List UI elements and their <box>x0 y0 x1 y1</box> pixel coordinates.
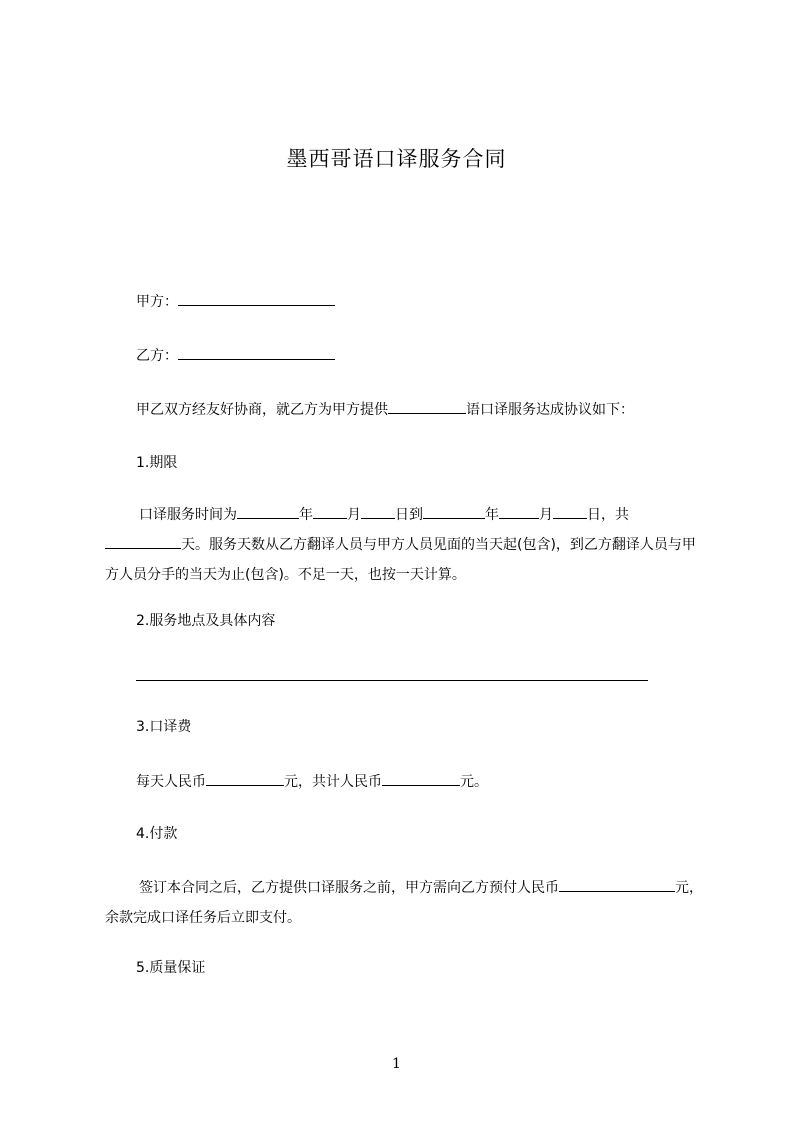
party-b-label: 乙方： <box>136 348 178 364</box>
year-label: 年 <box>485 507 499 523</box>
page-number: 1 <box>392 1056 401 1072</box>
party-a-line <box>136 291 335 312</box>
fee-line <box>136 771 488 792</box>
intro-line <box>136 399 634 420</box>
day-total-label: 日，共 <box>587 507 629 523</box>
month-label: 月 <box>347 507 361 523</box>
blank <box>237 504 299 519</box>
blank <box>382 771 460 786</box>
payment-text-a: 签订本合同之后，乙方提供口译服务之前，甲方需向乙方预付人民币 <box>139 880 559 896</box>
section-4-paragraph <box>105 873 703 933</box>
blank <box>499 504 539 519</box>
party-b-line <box>136 345 335 366</box>
section-5-heading: 5.质量保证 <box>136 960 206 976</box>
blank <box>423 504 485 519</box>
intro-text-a: 甲乙双方经友好协商，就乙方为甲方提供 <box>136 402 388 418</box>
year-label: 年 <box>299 507 313 523</box>
s1-text-1: 口译服务时间为 <box>139 507 237 523</box>
language-blank <box>388 399 466 414</box>
section-1-paragraph <box>105 500 703 590</box>
blank <box>105 534 181 549</box>
party-b-blank <box>178 345 335 360</box>
section-1-heading: 1.期限 <box>136 455 178 471</box>
payment-text-b: 元，余款完成口译任务后立即支付。 <box>105 880 703 926</box>
section-4-heading: 4.付款 <box>136 826 178 842</box>
party-a-label: 甲方： <box>136 294 178 310</box>
month-label: 月 <box>539 507 553 523</box>
day-to-label: 日到 <box>395 507 423 523</box>
blank <box>559 877 639 892</box>
s1-rest-text: 天。服务天数从乙方翻译人员与甲方人员见面的当天起(包含)，到乙方翻译人员与甲方人员分手的当天为止(包含)。不足一天，也按一天计算。 <box>105 537 696 583</box>
blank <box>553 504 587 519</box>
party-a-blank <box>178 291 335 306</box>
blank <box>639 877 675 892</box>
fee-text-b: 元，共计人民币 <box>284 774 382 790</box>
intro-text-b: 语口译服务达成协议如下： <box>466 402 634 418</box>
document-title: 墨西哥语口译服务合同 <box>286 147 507 171</box>
fee-text-a: 每天人民币 <box>136 774 206 790</box>
blank <box>361 504 395 519</box>
blank <box>313 504 347 519</box>
content-blank-line <box>136 680 648 681</box>
fee-text-c: 元。 <box>460 774 488 790</box>
blank <box>206 771 284 786</box>
section-2-heading: 2.服务地点及具体内容 <box>136 613 276 629</box>
section-3-heading: 3.口译费 <box>136 719 192 735</box>
